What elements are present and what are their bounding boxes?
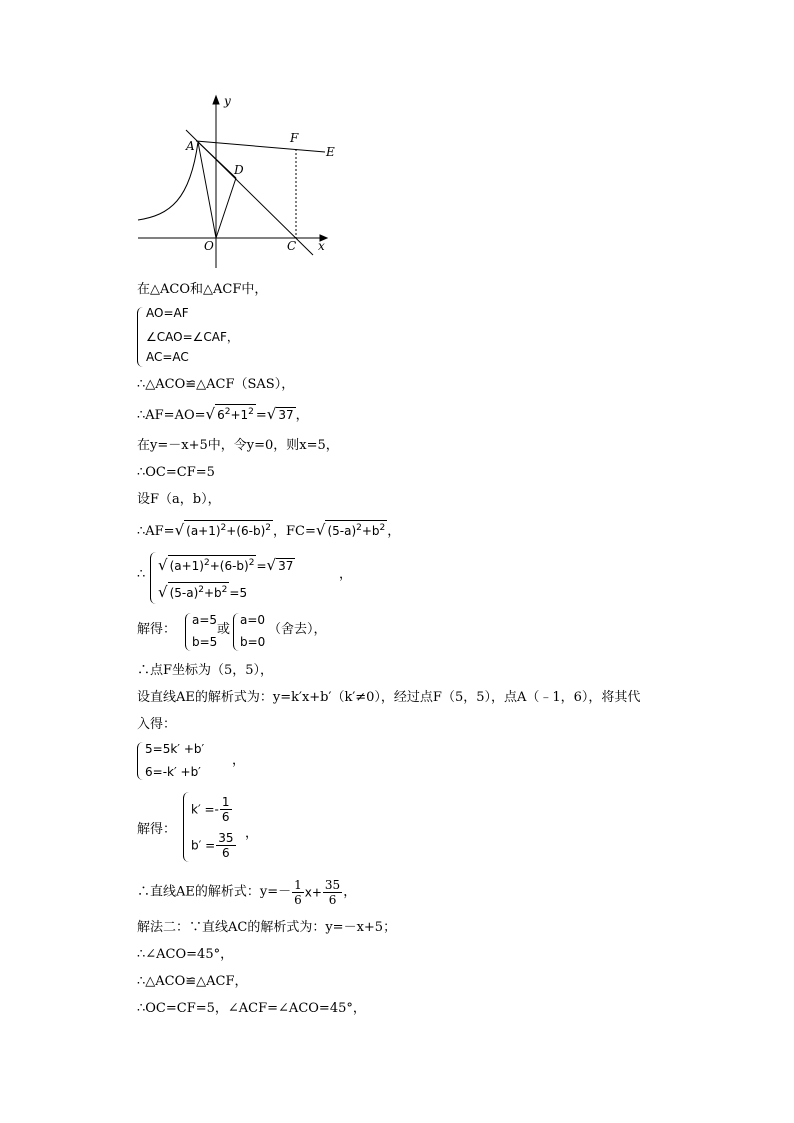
l11-a: ∴直线AE的解析式：y=－: [137, 884, 292, 900]
sol2-r2-num: 35: [218, 831, 234, 845]
label-e: E: [326, 145, 335, 159]
text-line-7: ∴AF=√ $(a+1)^2+(6-b)^2$ ，FC=√ $(5-a)^2+b^2$ ，: [137, 521, 401, 539]
sys2-prefix: ∴: [137, 567, 146, 582]
sol1-suffix: （舍去），: [268, 622, 327, 637]
l7-h: 2: [356, 523, 362, 533]
sys1-row-3: AC=AC: [146, 350, 189, 364]
label-f: F: [290, 131, 299, 145]
hyperbola-curve: [138, 142, 198, 220]
l7-j: 2: [379, 523, 386, 533]
l7-d: +(6-b): [226, 524, 266, 538]
l3-h: ，: [295, 408, 309, 423]
text-line-10: 入得：: [137, 717, 177, 732]
l3-d: +1: [230, 408, 249, 422]
text-line-2: ∴△ACO≌△ACF（SAS），: [137, 377, 295, 392]
l7-b: (a+1): [186, 524, 221, 538]
sys3-row-1: 5=5k′ +b′: [145, 742, 205, 756]
sys2-row-1: √ $(a+1)^2+(6-b)^2$ =√ 37: [158, 556, 294, 574]
sol1-b-row-1: a=0: [240, 613, 266, 627]
l3-b: 6: [217, 408, 225, 422]
text-line-11: [137, 878, 356, 907]
l3-c: 2: [224, 407, 231, 417]
sys2-r1b: 2: [203, 558, 210, 568]
brace-4: [233, 613, 240, 651]
sys2-r1a: (a+1): [169, 559, 204, 573]
sys2-r2b: 2: [198, 585, 204, 595]
sys2-r1f: 37: [278, 559, 294, 573]
brace-6: [183, 792, 190, 862]
l11-b: x+: [304, 885, 322, 900]
l3-g: 37: [278, 408, 294, 422]
l7-f: ，FC=: [273, 524, 316, 539]
label-a: A: [186, 139, 195, 153]
label-o: O: [204, 239, 214, 253]
l11-den1: 6: [294, 893, 302, 907]
sol2-r1-num: 1: [221, 795, 230, 809]
sys3-row-2: 6=-k′ +b′: [145, 765, 201, 779]
sys2-suffix: ，: [339, 567, 353, 582]
sys2-row-2: √ $(5-a)^2+b^2 =5$: [158, 583, 248, 601]
sol1-b-row-2: b=0: [240, 635, 266, 649]
sol2-r2-den: 6: [222, 846, 230, 860]
text-line-4: 在y=－x+5中，令y=0，则x=5，: [137, 438, 339, 453]
text-line-6: 设F（a，b），: [137, 492, 221, 507]
sys2-r1c: +(6-b): [209, 559, 249, 573]
label-y: y: [224, 94, 231, 108]
line-ae: [196, 141, 325, 152]
l3-f: =: [255, 408, 267, 423]
sys1-row-2: ∠CAO=∠CAF，: [146, 330, 239, 344]
sol1-label: 解得：: [137, 622, 177, 637]
sys2-r2a: (5-a): [169, 586, 199, 600]
sol2-r1-den: 6: [221, 810, 230, 824]
text-line-9: 设直线AE的解析式为：y=k′x+b′（k′≠0），经过点F（5，5），点A（﹣1，6），将其代: [137, 690, 641, 705]
brace-2: [150, 552, 157, 604]
sol2-r2a: b′ =: [191, 838, 216, 853]
l7-e: 2: [265, 523, 272, 533]
label-d: D: [234, 163, 244, 177]
label-x: x: [318, 239, 325, 253]
l11-den2: 6: [328, 893, 337, 907]
brace-3: [185, 613, 192, 651]
text-line-1: 在△ACO和△ACF中，: [137, 282, 268, 297]
text-line-3: ∴AF=AO=√ $6^2+1^2$ =√ 37 ，: [137, 405, 309, 423]
l11-num2: 35: [324, 878, 341, 892]
sol2-row-2: [191, 831, 237, 860]
sys3-suffix: ，: [232, 753, 246, 768]
sys2-r1d: 2: [248, 558, 255, 568]
l3-e: 2: [248, 407, 254, 417]
l7-k: ，: [387, 524, 401, 539]
text-line-12: 解法二：∵直线AC的解析式为：y=－x+5；: [137, 920, 397, 935]
text-line-13: ∴∠ACO=45°，: [137, 947, 234, 962]
sys2-r2e: =5: [229, 586, 248, 600]
l7-a: ∴AF=: [137, 524, 175, 539]
geometry-figure: [130, 90, 370, 280]
text-line-14: ∴△ACO≌△ACF，: [137, 974, 248, 989]
sol2-r1a: k′ =-: [191, 802, 219, 817]
segment-od: [216, 178, 236, 238]
l7-i: +b: [361, 524, 380, 538]
sol1-a-row-2: b=5: [192, 635, 218, 649]
l7-g: (5-a): [327, 524, 357, 538]
brace-1: [137, 307, 144, 367]
l11-c: ，: [343, 884, 357, 900]
l3-prefix: ∴AF=AO=: [137, 408, 206, 423]
sys1-row-1: AO=AF: [146, 306, 189, 320]
l11-num1: 1: [294, 878, 302, 892]
label-c: C: [287, 239, 297, 253]
sol2-suffix: ，: [245, 826, 259, 841]
text-line-15: ∴OC=CF=5，∠ACF=∠ACO=45°，: [137, 1001, 366, 1016]
y-axis-arrow: [213, 96, 219, 104]
sys2-r1e: =: [256, 559, 267, 573]
sol1-a-row-1: a=5: [192, 613, 218, 627]
sol2-label: 解得：: [137, 822, 177, 837]
text-line-5: ∴OC=CF=5: [137, 465, 215, 480]
brace-5: [137, 742, 144, 780]
sys2-r2c: +b: [203, 586, 222, 600]
sys2-r2d: 2: [221, 585, 228, 595]
sol1-or: 或: [217, 622, 231, 637]
text-line-8: ∴点F坐标为（5，5），: [137, 663, 274, 678]
sol2-row-1: [191, 795, 233, 824]
l7-c: 2: [220, 523, 227, 533]
